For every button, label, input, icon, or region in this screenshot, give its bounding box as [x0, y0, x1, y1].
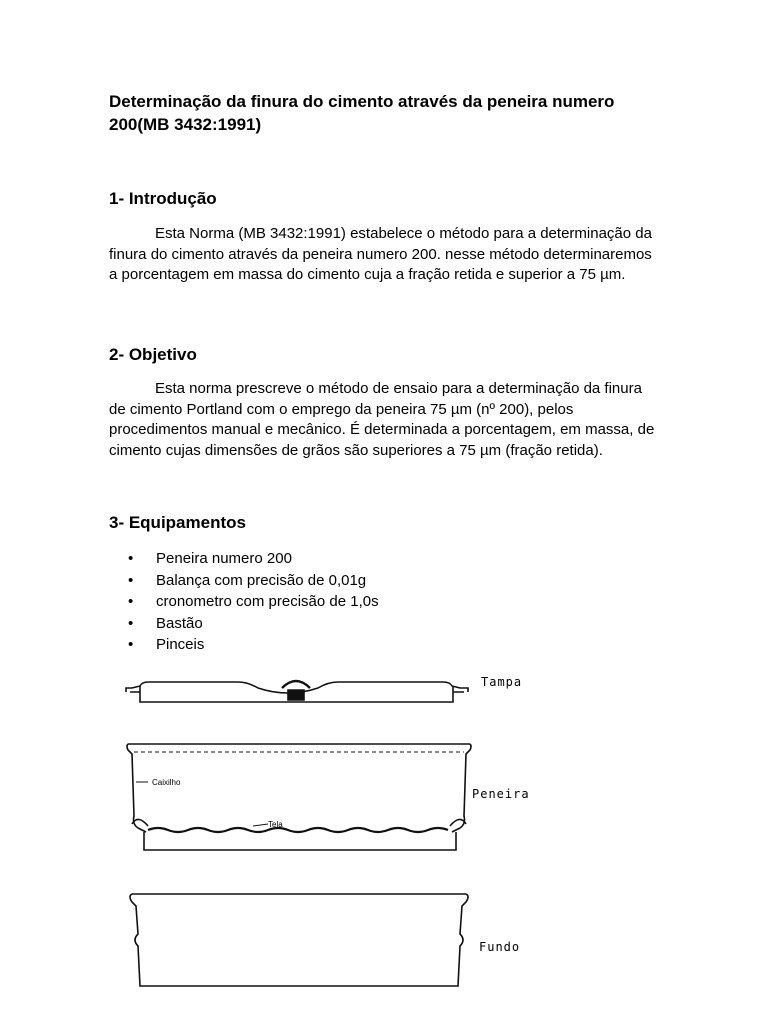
section-body-objetivo — [109, 379, 657, 462]
list-item: • Peneira numero 200 — [109, 548, 379, 570]
bullet-icon: • — [128, 614, 134, 632]
document-title: Determinação da finura do cimento através da peneira numero 200(MB 3432:1991) — [109, 92, 615, 134]
list-item: • Balança com precisão de 0,01g — [109, 570, 379, 592]
list-item: • Pinceis — [109, 634, 379, 656]
label-caixilho: Caixilho — [152, 778, 181, 787]
sieve-diagram — [118, 664, 548, 994]
list-item: • Bastão — [109, 613, 379, 635]
section-body-introducao — [109, 224, 657, 286]
list-item: • cronometro com precisão de 1,0s — [109, 591, 379, 613]
label-tela: Tela — [268, 820, 283, 829]
section-heading-objetivo: 2- Objetivo — [109, 345, 197, 364]
bullet-icon: • — [128, 550, 134, 567]
pan-drawing — [130, 894, 468, 986]
section-heading-equipamentos: 3- Equipamentos — [109, 513, 246, 532]
lid-drawing — [126, 681, 468, 702]
bullet-icon: • — [128, 571, 134, 589]
bullet-icon: • — [128, 593, 134, 610]
label-tampa: Tampa — [481, 675, 523, 689]
section-body-objetivo-text: Esta norma prescreve o método de ensaio para a determinação da finura de cimento Portland com o emprego da peneira 75 µm (nº 200), pelos procedimentos manual e mecânico. É determinada a porcentagem, em massa, de cimento cujas dimensões de grãos são superiores a 75 µm (fração retida). — [109, 380, 655, 460]
section-heading-introducao: 1- Introdução — [109, 189, 217, 208]
bullet-icon: • — [128, 636, 134, 653]
label-peneira: Peneira — [472, 787, 530, 801]
equipment-list — [109, 548, 379, 656]
label-fundo: Fundo — [479, 940, 521, 954]
sieve-drawing — [127, 744, 471, 850]
section-body-introducao-text: Esta Norma (MB 3432:1991) estabelece o método para a determinação da finura do cimento através da peneira numero 200. nesse método determinaremos a porcentagem em massa do cimento cuja a fração retida e superior a 75 µm. — [109, 225, 652, 284]
